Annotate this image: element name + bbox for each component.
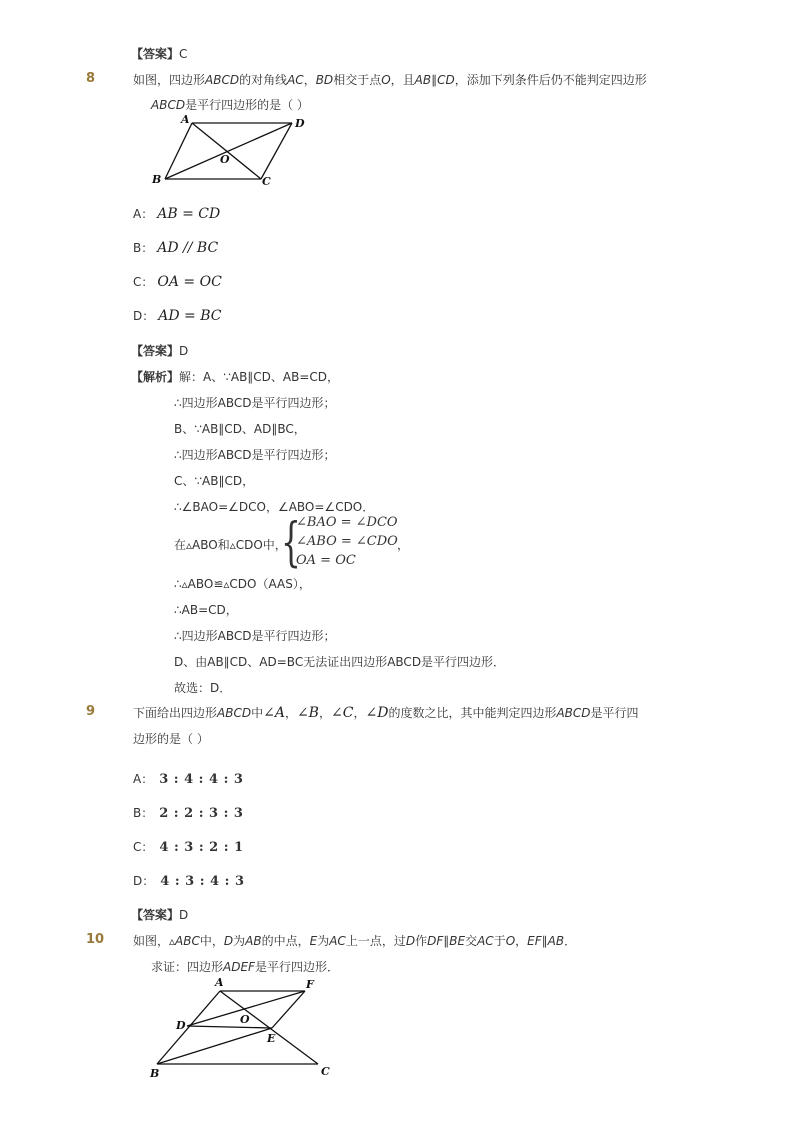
option-math: AD = BC xyxy=(158,308,222,324)
diagonal-AC xyxy=(192,123,261,179)
system-line: ∠ABO = ∠CDO xyxy=(296,534,398,549)
q10-text: AC xyxy=(477,934,494,948)
q10-text: AB xyxy=(547,934,565,948)
q10-text: AB xyxy=(245,934,262,948)
analysis-line: C、∵AB∥CD， xyxy=(174,474,255,488)
q9-text: ， xyxy=(353,706,366,720)
label-D: D xyxy=(176,1019,186,1032)
q9-text: ， xyxy=(318,706,331,720)
q8-answer xyxy=(131,342,188,359)
q10-text: 上一点，过 xyxy=(345,934,406,948)
answer-value: D xyxy=(179,344,189,358)
q9-text: 的度数之比，其中能判定四边形 xyxy=(388,706,557,720)
q9-option-b[interactable] xyxy=(133,804,243,821)
option-ratio: 4 : 3 : 4 : 3 xyxy=(160,874,245,889)
q8-text: ， xyxy=(303,73,316,87)
analysis-line: D、由AB∥CD、AD=BC无法证出四边形ABCD是平行四边形． xyxy=(174,655,506,669)
q10-text: D xyxy=(405,934,416,948)
q8-figure-lines xyxy=(165,123,292,179)
q8-text: ABCD xyxy=(151,98,186,112)
segment-DE xyxy=(187,1026,272,1028)
option-math: AB = CD xyxy=(157,206,221,222)
q9-option-a[interactable] xyxy=(133,770,243,787)
option-key: C： xyxy=(133,275,154,289)
q10-text: 如图，▵ xyxy=(133,934,176,948)
q8-analysis-first xyxy=(131,368,339,385)
option-key: D： xyxy=(133,309,155,323)
q9-text: ， xyxy=(284,706,297,720)
system-prefix: 在▵ABO和▵CDO中， xyxy=(174,538,287,552)
q8-option-b[interactable] xyxy=(133,239,218,256)
answer-value: C xyxy=(179,47,188,61)
option-ratio: 2 : 2 : 3 : 3 xyxy=(159,806,244,821)
q8-text: 如图，四边形 xyxy=(133,73,206,87)
question-number-10: 10 xyxy=(86,932,105,947)
q10-text: ． xyxy=(564,934,577,948)
label-C: C xyxy=(321,1065,330,1078)
option-math: AD // BC xyxy=(157,240,219,256)
label-B: B xyxy=(150,1067,160,1080)
q8-option-d[interactable] xyxy=(133,307,221,324)
system-line: ∠BAO = ∠DCO xyxy=(296,515,398,530)
label-D: D xyxy=(295,117,305,130)
analysis-line: 故选：D． xyxy=(174,681,232,695)
answer-label: 【答案】 xyxy=(131,344,180,358)
question-number-9: 9 xyxy=(86,704,96,719)
q10-text: 为 xyxy=(233,934,246,948)
q9-option-c[interactable] xyxy=(133,838,244,855)
analysis-line: ∴四边形ABCD是平行四边形； xyxy=(174,448,336,462)
q9-option-d[interactable] xyxy=(133,872,244,889)
q10-text: DF xyxy=(427,934,444,948)
q8-text: BD xyxy=(315,73,334,87)
q8-text: ，且 xyxy=(390,73,415,87)
q9-text: ABCD xyxy=(556,706,591,720)
q8-text: ABCD xyxy=(205,73,240,87)
label-B: B xyxy=(152,173,162,186)
q8-text: ∥ xyxy=(431,73,438,87)
q9-math: ∠C xyxy=(331,705,354,721)
segment-BE xyxy=(157,1028,272,1064)
q9-math: ∠A xyxy=(263,705,285,721)
q9-math: ∠D xyxy=(365,705,389,721)
analysis-text: 解：A、∵AB∥CD、AB=CD， xyxy=(179,370,340,384)
q10-stem-line2 xyxy=(151,958,339,975)
q8-option-c[interactable] xyxy=(133,273,222,290)
system-brace: { xyxy=(281,513,301,573)
answer-label: 【答案】 xyxy=(131,47,180,61)
q10-text: 求证：四边形 xyxy=(151,960,224,974)
q10-stem-line1 xyxy=(133,932,576,949)
label-O: O xyxy=(220,153,230,166)
segment-DC xyxy=(261,123,292,179)
label-F: F xyxy=(306,978,314,991)
q8-text: 的对角线 xyxy=(239,73,288,87)
analysis-label: 【解析】 xyxy=(131,370,180,384)
question-number-8: 8 xyxy=(86,71,96,86)
q8-option-a[interactable] xyxy=(133,205,220,222)
q10-text: D xyxy=(223,934,234,948)
prev-answer xyxy=(131,45,187,62)
q9-answer xyxy=(131,906,188,923)
system-line: OA = OC xyxy=(296,553,356,568)
q8-text: AC xyxy=(287,73,304,87)
q10-text: 的中点， xyxy=(261,934,310,948)
analysis-line: ∴四边形ABCD是平行四边形； xyxy=(174,396,336,410)
q9-text: 中 xyxy=(251,706,264,720)
q10-text: 是平行四边形． xyxy=(254,960,339,974)
q10-triangle-figure xyxy=(145,974,345,1082)
q10-text: ， xyxy=(515,934,528,948)
analysis-line: ∴▵ABO≌▵CDO（AAS）， xyxy=(174,577,311,591)
q9-math: ∠B xyxy=(296,705,319,721)
option-key: C： xyxy=(133,840,154,854)
q10-text: AC xyxy=(329,934,346,948)
q10-text: 中， xyxy=(199,934,224,948)
answer-value: D xyxy=(179,908,189,922)
q10-text: O xyxy=(505,934,516,948)
q10-text: ABC xyxy=(175,934,200,948)
q10-text: 于 xyxy=(493,934,506,948)
q9-text: 下面给出四边形 xyxy=(133,706,218,720)
q10-text: ADEF xyxy=(223,960,255,974)
option-math: OA = OC xyxy=(157,274,222,290)
label-O: O xyxy=(240,1013,250,1026)
q8-parallelogram-figure xyxy=(145,112,305,192)
option-ratio: 4 : 3 : 2 : 1 xyxy=(159,840,244,855)
option-key: D： xyxy=(133,874,155,888)
analysis-line: ∴∠BAO=∠DCO，∠ABO=∠CDO． xyxy=(174,500,375,514)
q10-text: 交 xyxy=(465,934,478,948)
q8-text: 是平行四边形的是（ ） xyxy=(185,98,309,112)
label-A: A xyxy=(215,976,224,989)
q8-text: ，添加下列条件后仍不能判定四边形 xyxy=(454,73,647,87)
segment-AB xyxy=(157,991,220,1064)
label-A: A xyxy=(181,113,190,126)
analysis-line: B、∵AB∥CD、AD∥BC， xyxy=(174,422,306,436)
answer-label: 【答案】 xyxy=(131,908,180,922)
system-suffix: ， xyxy=(397,538,410,552)
q8-text: CD xyxy=(437,73,455,87)
q9-stem-line2: 边形的是（ ） xyxy=(133,732,209,746)
q10-text: E xyxy=(309,934,318,948)
q8-text: AB xyxy=(414,73,432,87)
q8-text: O xyxy=(381,73,391,87)
q8-stem-line2 xyxy=(151,96,309,113)
label-E: E xyxy=(267,1032,276,1045)
label-C: C xyxy=(262,175,271,188)
q10-text: 为 xyxy=(317,934,330,948)
q9-text: ABCD xyxy=(217,706,252,720)
q8-text: 相交于点 xyxy=(333,73,382,87)
q10-text: BE xyxy=(449,934,466,948)
analysis-line: ∴AB=CD， xyxy=(174,603,238,617)
q8-stem-line1 xyxy=(133,71,647,88)
segment-AB xyxy=(165,123,192,179)
q10-text: ∥ xyxy=(443,934,450,948)
q9-text: 是平行四 xyxy=(590,706,639,720)
option-key: A： xyxy=(133,772,154,786)
q9-stem-line1 xyxy=(133,704,639,721)
analysis-line: ∴四边形ABCD是平行四边形； xyxy=(174,629,336,643)
option-key: B： xyxy=(133,806,154,820)
q10-text: EF xyxy=(527,934,542,948)
option-key: B： xyxy=(133,241,154,255)
q10-text: 作 xyxy=(415,934,428,948)
option-ratio: 3 : 4 : 4 : 3 xyxy=(159,772,244,787)
diagonal-BD xyxy=(165,123,292,179)
q10-text: ∥ xyxy=(541,934,548,948)
option-key: A： xyxy=(133,207,154,221)
